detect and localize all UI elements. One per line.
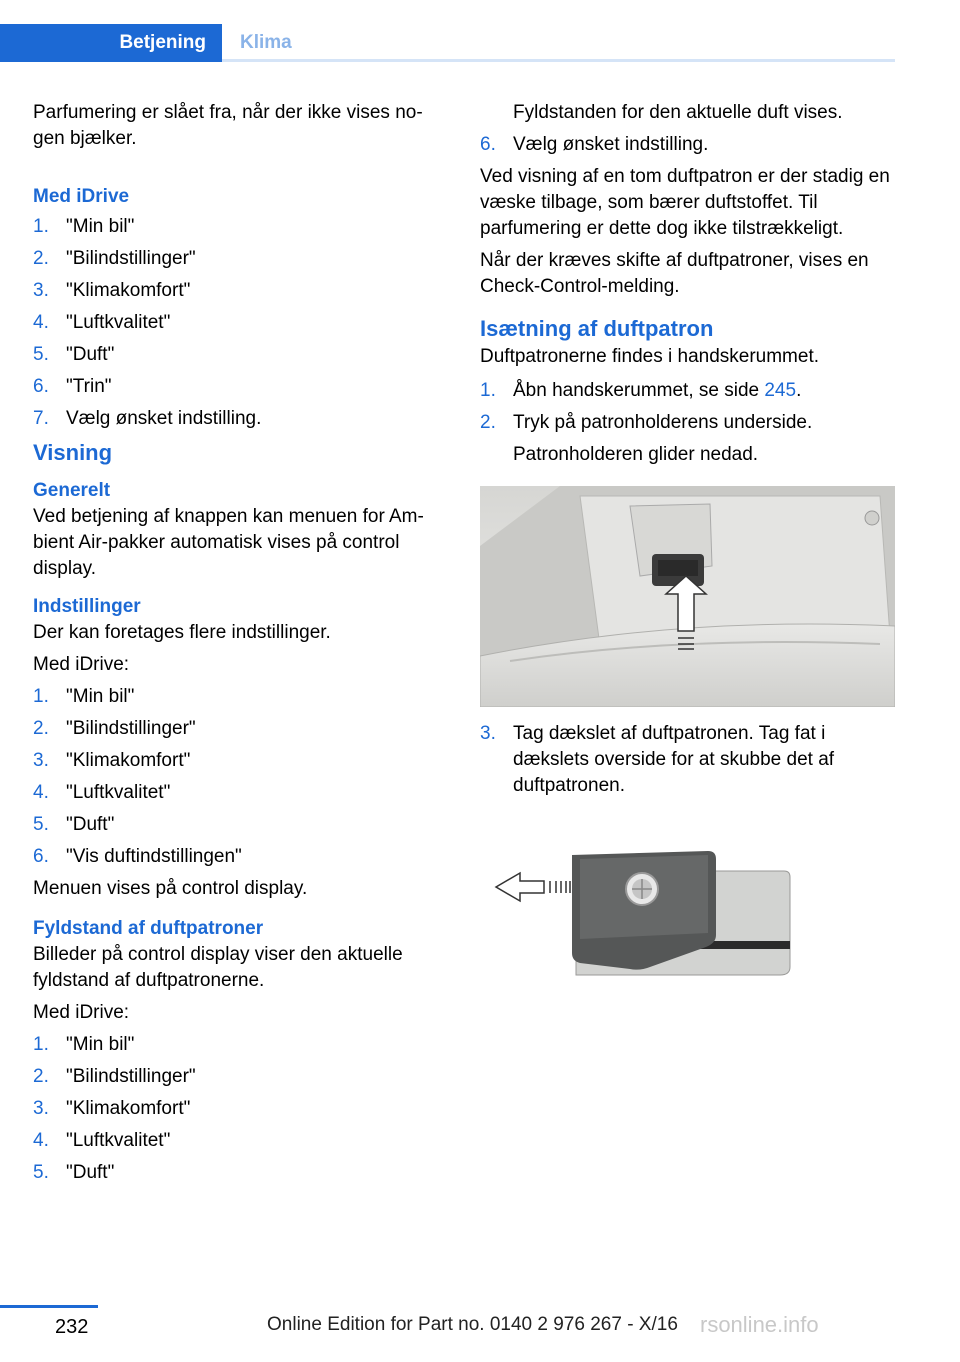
- list-item: [33, 780, 448, 806]
- page-link-245[interactable]: 245: [764, 380, 797, 401]
- generelt-text: Ved betjening af knappen kan menuen for Ambient Air-pakker automatisk vises på control display.: [33, 506, 424, 579]
- med-idrive-label: Med iDrive:: [33, 654, 130, 675]
- insert-steps-list: [480, 378, 895, 436]
- cartridge-illustration: [480, 839, 895, 999]
- glovebox-illustration: [480, 486, 895, 707]
- list-text: "Min bil": [66, 216, 135, 237]
- list-item: [33, 1032, 448, 1058]
- list-text: "Duft": [66, 1162, 115, 1183]
- list-text: "Bilindstillinger": [66, 1066, 196, 1087]
- check-control-text: Når der kræves skifte af duftpatroner, vises en Check-Control-melding.: [480, 250, 869, 297]
- list-item: [33, 374, 448, 400]
- list-number: 1.: [33, 686, 49, 707]
- list-text: "Trin": [66, 376, 112, 397]
- isaetning-text: Duftpatronerne findes i handskerummet.: [480, 346, 820, 367]
- list-number: 3.: [33, 1098, 49, 1119]
- list-text: Vælg ønsket indstilling.: [513, 134, 709, 155]
- list-item: [33, 1096, 448, 1122]
- list-text: "Bilindstillinger": [66, 718, 196, 739]
- list-number: 3.: [480, 723, 496, 744]
- list-number: 4.: [33, 1130, 49, 1151]
- list-item: [33, 310, 448, 336]
- list-number: 1.: [480, 380, 496, 401]
- tab-betjening-label: Betjening: [119, 32, 206, 53]
- left-column: [33, 100, 448, 1192]
- continued-steps-list: [480, 132, 895, 158]
- list-number: 5.: [33, 814, 49, 835]
- med-idrive-heading: Med iDrive: [33, 186, 130, 207]
- indstillinger-heading: Indstillinger: [33, 596, 141, 617]
- tab-klima[interactable]: [222, 24, 292, 62]
- list-item: [33, 342, 448, 368]
- list-number: 3.: [33, 280, 49, 301]
- insert-steps-list-cont: [480, 721, 895, 799]
- cartridge-image: [480, 839, 895, 999]
- list-text: "Luftkvalitet": [66, 1130, 171, 1151]
- list-text: "Klimakomfort": [66, 280, 191, 301]
- list-text: "Klimakomfort": [66, 750, 191, 771]
- list-item: [33, 1128, 448, 1154]
- list-number: 2.: [33, 718, 49, 739]
- list-number: 2.: [33, 248, 49, 269]
- glovebox-image: [480, 486, 895, 707]
- list-number: 2.: [480, 412, 496, 433]
- list-number: 1.: [33, 1034, 49, 1055]
- list-item: [33, 1160, 448, 1186]
- visning-heading: Visning: [33, 440, 113, 465]
- menu-text: Menuen vises på control display.: [33, 878, 308, 899]
- fyldstand-text: Billeder på control display viser den aktuelle fyldstand af duftpatronerne.: [33, 944, 403, 991]
- step1-text: Åbn handskerummet, se side: [513, 380, 765, 401]
- list-item: [33, 214, 448, 240]
- list-text: "Klimakomfort": [66, 1098, 191, 1119]
- step2-result-text: Patronholderen glider nedad.: [513, 444, 759, 465]
- list-text: "Luftkvalitet": [66, 312, 171, 333]
- list-item: [33, 278, 448, 304]
- isaetning-heading: Isætning af duftpatron: [480, 316, 714, 341]
- list-text: "Vis duftindstillingen": [66, 846, 242, 867]
- list-text: "Duft": [66, 344, 115, 365]
- continuation-text: Fyldstanden for den aktuelle duft vises.: [513, 102, 843, 123]
- indstillinger-steps-list: [33, 684, 448, 870]
- intro-text: Parfumering er slået fra, når der ikke vises nogen bjælker.: [33, 102, 423, 149]
- tab-underline: [222, 59, 895, 62]
- list-text: Tag dækslet af duftpatronen. Tag fat i dækslets overside for at skubbe det af duftpatronen.: [513, 723, 835, 796]
- footer-accent-line: [0, 1305, 98, 1308]
- list-text: "Luftkvalitet": [66, 782, 171, 803]
- list-item: [33, 748, 448, 774]
- list-item: [33, 246, 448, 272]
- med-idrive-label: Med iDrive:: [33, 1002, 130, 1023]
- watermark: rsonline.info: [700, 1312, 819, 1337]
- indstillinger-text: Der kan foretages flere indstillinger.: [33, 622, 331, 643]
- list-item: [33, 406, 448, 432]
- list-item: [480, 410, 895, 436]
- list-number: 5.: [33, 344, 49, 365]
- list-item: [33, 716, 448, 742]
- right-column: [480, 100, 895, 999]
- list-item: [480, 378, 895, 404]
- list-item: [33, 684, 448, 710]
- list-number: 2.: [33, 1066, 49, 1087]
- list-text: Tryk på patronholderens underside.: [513, 412, 813, 433]
- list-item: [480, 132, 895, 158]
- list-item: [33, 1064, 448, 1090]
- generelt-heading: Generelt: [33, 480, 111, 501]
- list-number: 1.: [33, 216, 49, 237]
- step1-suffix: .: [796, 380, 802, 401]
- list-number: 6.: [33, 376, 49, 397]
- list-text: "Bilindstillinger": [66, 248, 196, 269]
- edition-text: Online Edition for Part no. 0140 2 976 267 - X/16: [267, 1314, 678, 1335]
- fyldstand-heading: Fyldstand af duftpatroner: [33, 918, 264, 939]
- tab-klima-label: Klima: [240, 32, 292, 53]
- chapter-tabs: [0, 24, 895, 62]
- list-number: 4.: [33, 782, 49, 803]
- list-number: 5.: [33, 1162, 49, 1183]
- empty-cartridge-text: Ved visning af en tom duftpatron er der stadig en væske tilbage, som bærer duftstoffet. Til parfumering er dette dog ikke tilstrækkeligt.: [480, 166, 890, 239]
- list-number: 6.: [33, 846, 49, 867]
- idrive-steps-list: [33, 214, 448, 432]
- page-number: 232: [55, 1316, 89, 1338]
- list-text: "Min bil": [66, 686, 135, 707]
- list-number: 7.: [33, 408, 49, 429]
- list-number: 3.: [33, 750, 49, 771]
- list-item: [33, 844, 448, 870]
- list-item: [33, 812, 448, 838]
- list-number: 4.: [33, 312, 49, 333]
- list-text: "Min bil": [66, 1034, 135, 1055]
- fyldstand-steps-list: [33, 1032, 448, 1186]
- list-number: 6.: [480, 134, 496, 155]
- list-text: "Duft": [66, 814, 115, 835]
- tab-betjening[interactable]: [0, 24, 222, 62]
- list-text: Vælg ønsket indstilling.: [66, 408, 262, 429]
- list-item: [480, 721, 895, 799]
